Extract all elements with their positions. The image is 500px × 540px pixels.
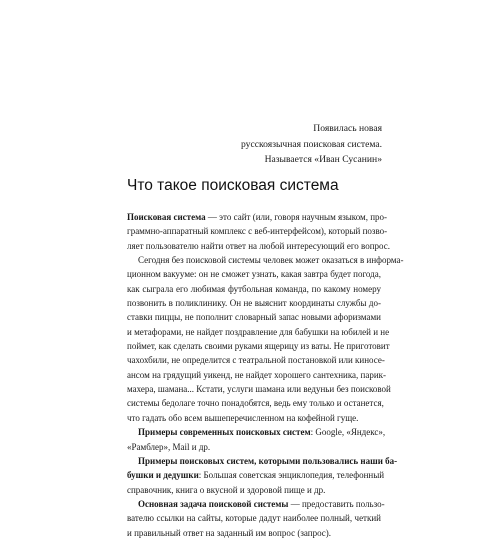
- paragraph-old-examples: [127, 454, 398, 497]
- term-search-engine: Поисковая система: [127, 212, 206, 222]
- text-line: системы бедолаге точно понадобятся, ведь ему только и останется,: [127, 398, 384, 409]
- text-line: что гадать обо всем вышеперечисленном на кофейной гуще.: [127, 412, 359, 423]
- paragraph-main-task: [127, 497, 385, 540]
- text-line: ставки пиццы, не пополнит словарный запас новыми афоризмами: [127, 312, 381, 323]
- term-old-examples: Примеры поисковых систем, которыми пользовались наши ба-: [138, 455, 398, 466]
- text-line: ансом на грядущий уикенд, не найдет хорошего сантехника, парик-: [127, 369, 387, 380]
- text-line: Сегодня без поисковой системы человек может оказаться в информа-: [138, 255, 404, 266]
- text-line: махера, шамана... Кстати, услуги шамана или ведуньи без поисковой: [127, 384, 391, 395]
- paragraph-definition: [127, 210, 391, 253]
- epigraph-line: Появилась новая: [313, 123, 382, 134]
- epigraph: [241, 121, 382, 168]
- text-line: граммно-аппаратный комплекс с веб-интерфейсом), который позво-: [127, 226, 388, 237]
- term-modern-examples: Примеры современных поисковых систем: [138, 427, 311, 438]
- text-line: чахохбили, не определится с театральной постановкой или киносе-: [127, 355, 385, 366]
- text-line: : Google, «Яндекс»,: [310, 427, 386, 438]
- body-text: [127, 210, 404, 540]
- text-line: поймет, как сделать своими руками ящерицу из ваты. Не приготовит: [127, 341, 390, 352]
- epigraph-line: Называется «Иван Сусанин»: [264, 154, 382, 165]
- text-line: ляет пользователю найти ответ на любой интересующий его вопрос.: [127, 240, 391, 251]
- text-line: — предоставить пользо-: [288, 498, 385, 509]
- paragraph-modern-examples: [127, 425, 386, 454]
- term-main-task: Основная задача поисковой системы: [138, 498, 289, 509]
- text-line: вателю ссылки на сайты, которые дадут наиболее полный, четкий: [127, 513, 381, 524]
- text-line: ционном вакууме: он не сможет узнать, какая завтра будет погода,: [127, 269, 381, 280]
- text-line: и метафорами, не найдет поздравление для бабушки на юбилей и не: [127, 326, 390, 337]
- epigraph-line: русскоязычная поисковая система.: [241, 138, 382, 150]
- section-title: Что такое поисковая система: [127, 177, 339, 194]
- text-line: — это сайт (или, говоря научным языком, про-: [205, 212, 388, 222]
- text-line: как сыграла его любимая футбольная команда, по какому номеру: [127, 283, 381, 294]
- text-line: : Большая советская энциклопедия, телефонный: [198, 470, 385, 481]
- text-line: справочник, книга о вкусной и здоровой пище и др.: [127, 484, 326, 495]
- term-old-examples-cont: бушки и дедушки: [127, 470, 199, 481]
- text-line: «Рамблер», Mail и др.: [127, 441, 211, 452]
- text-line: и правильный ответ на заданный им вопрос (запрос).: [127, 527, 332, 538]
- paragraph-vacuum: [127, 253, 404, 425]
- text-line: позвонить в поликлинику. Он не выяснит координаты службы до-: [127, 298, 381, 309]
